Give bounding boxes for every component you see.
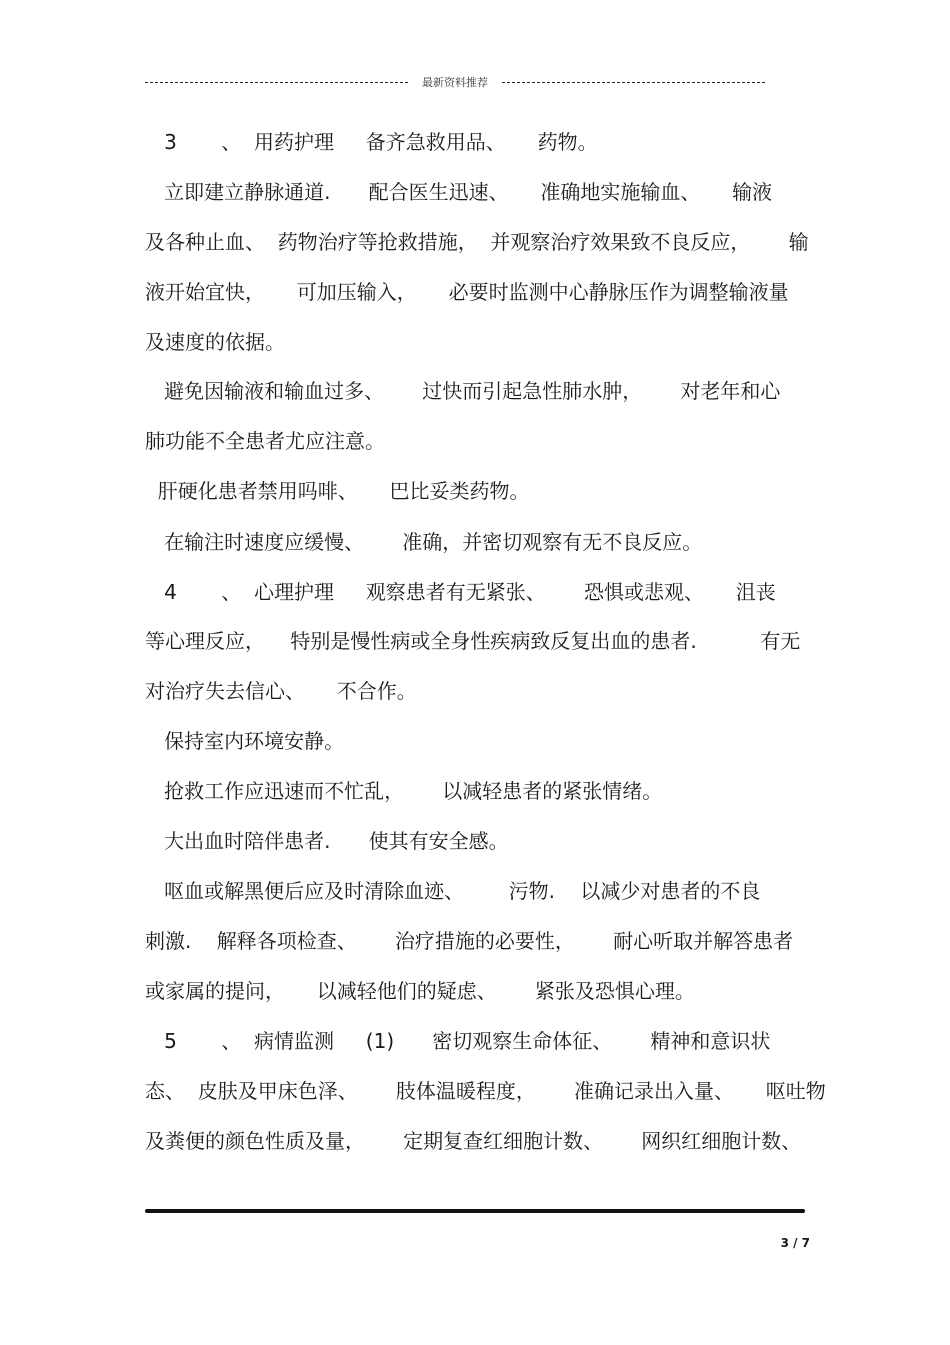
text-line: 5 、 病情监测 (1) 密切观察生命体征、 精神和意识状: [145, 1029, 771, 1053]
text-line: 等心理反应， 特别是慢性病或全身性疾病致反复出血的患者. 有无: [145, 629, 801, 653]
text-line: 大出血时陪伴患者. 使其有安全感。: [145, 829, 509, 853]
text-line: 立即建立静脉通道. 配合医生迅速、 准确地实施输血、 输液: [145, 180, 773, 204]
text-line: 对治疗失去信心、 不合作。: [145, 679, 417, 703]
header-right-rule: [502, 82, 765, 83]
text-line: 刺激. 解释各项检查、 治疗措施的必要性， 耐心听取并解答患者: [145, 929, 794, 953]
text-line: 肺功能不全患者尤应注意。: [145, 429, 385, 453]
footer-rule: [145, 1209, 805, 1213]
text-line: 呕血或解黑便后应及时清除血迹、 污物. 以减少对患者的不良: [145, 879, 761, 903]
text-line: 抢救工作应迅速而不忙乱， 以减轻患者的紧张情绪。: [145, 779, 663, 803]
header-title: 最新资料推荐: [422, 76, 488, 89]
text-line: 或家属的提问， 以减轻他们的疑虑、 紧张及恐惧心理。: [145, 979, 695, 1003]
header-left-rule: [145, 82, 408, 83]
text-line: 3 、 用药护理 备齐急救用品、 药物。: [145, 130, 598, 154]
text-line: 在输注时速度应缓慢、 准确，并密切观察有无不良反应。: [145, 530, 703, 554]
text-line: 态、 皮肤及甲床色泽、 肢体温暖程度， 准确记录出入量、 呕吐物: [145, 1079, 826, 1103]
text-line: 避免因输液和输血过多、 过快而引起急性肺水肿， 对老年和心: [145, 379, 781, 403]
text-line: 及速度的依据。: [145, 330, 285, 354]
text-line: 肝硬化患者禁用吗啡、 巴比妥类药物。: [145, 479, 530, 503]
page-header: [145, 72, 765, 92]
text-line: 及各种止血、 药物治疗等抢救措施， 并观察治疗效果致不良反应， 输: [145, 230, 809, 254]
text-line: 液开始宜快， 可加压输入， 必要时监测中心静脉压作为调整输液量: [145, 280, 789, 304]
text-line: 4 、 心理护理 观察患者有无紧张、 恐惧或悲观、 沮丧: [145, 580, 776, 604]
text-line: 及粪便的颜色性质及量， 定期复查红细胞计数、 网织红细胞计数、: [145, 1129, 802, 1153]
page-number: 3 / 7: [780, 1236, 810, 1250]
text-line: 保持室内环境安静。: [145, 729, 345, 753]
